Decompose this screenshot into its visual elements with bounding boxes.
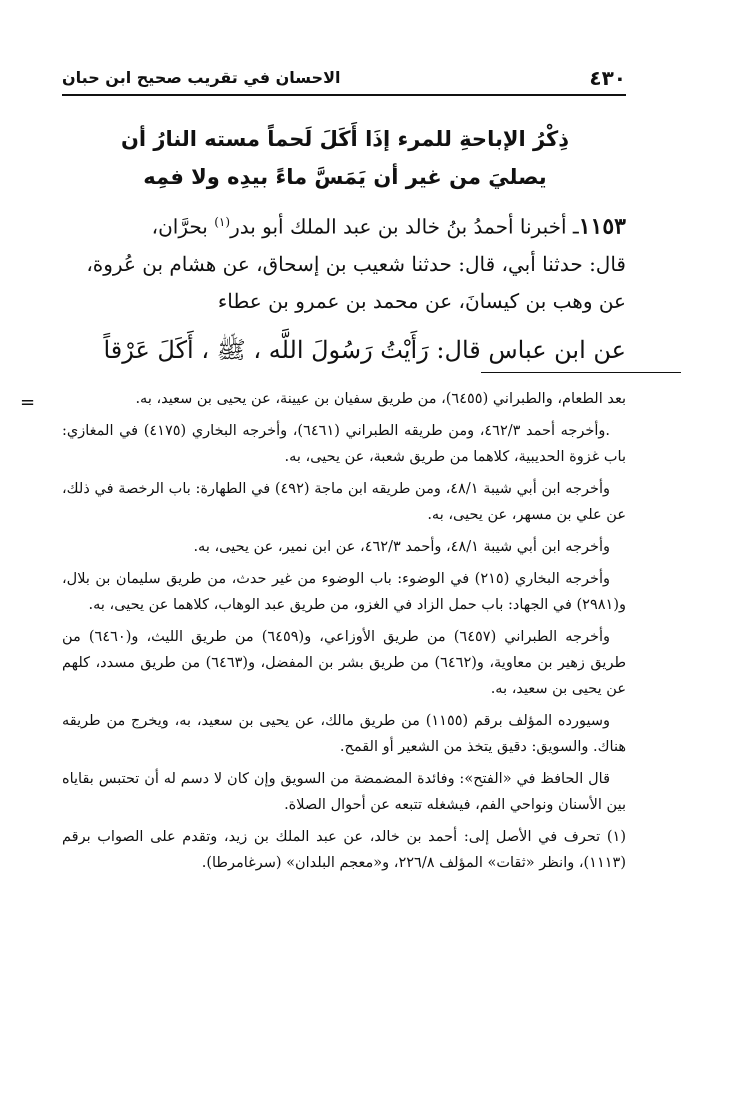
- footnote-separator: [481, 372, 681, 373]
- isnad-part-2: بحرَّان،: [151, 214, 215, 239]
- isnad-part-1: ـ أخبرنا أحمدُ بنُ خالد بن عبد الملك أبو بدر: [230, 214, 579, 239]
- running-title: الاحسان في تقريب صحيح ابن حبان: [62, 68, 341, 87]
- continuation-mark: =: [20, 392, 36, 413]
- footnote-reference: (١): [214, 215, 231, 229]
- footnote-paragraph: .وأخرجه أحمد ٤٦٢/٣، ومن طريقه الطبراني (٦٤٦١)، وأخرجه البخاري (٤١٧٥) في المغازي: باب غزوة الحديبية، كلاهما من طريق شعبة، عن يحيى، به.: [62, 423, 626, 465]
- isnad-line-2: قال: حدثنا أبي، قال: حدثنا شعيب بن إسحاق، عن هشام بن عُروة،: [86, 251, 626, 276]
- footnote-paragraph: وسيورده المؤلف برقم (١١٥٥) من طريق مالك، عن يحيى بن سعيد، به، ويخرج من طريقه هناك. والسويق: دقيق يتخذ من الشعير أو القمح.: [62, 713, 626, 755]
- isnad-line-1: [62, 204, 626, 246]
- hadith-matn: عن ابن عباس قال: رَأَيْتُ رَسُولَ اللَّه ، ﷺ ، أَكَلَ عَرْقاً: [103, 335, 626, 364]
- footnote-paragraph: وأخرجه البخاري (٢١٥) في الوضوء: باب الوضوء من غير حدث، من طريق سليمان بن بلال، و(٢٩٨١) في الجهاد: باب حمل الزاد في الغزو، من طريق عبد الوهاب، كلاهما عن يحيى، به.: [62, 571, 626, 613]
- page-number: ٤٣٠: [589, 66, 626, 90]
- chapter-heading: [80, 120, 610, 196]
- hadith-number: ١١٥٣: [578, 213, 626, 240]
- footnote-paragraph: وأخرجه ابن أبي شيبة ٤٨/١، وأحمد ٤٦٢/٣، عن ابن نمير، عن يحيى، به.: [193, 539, 610, 555]
- hadith-text: [62, 204, 626, 372]
- footnotes: [62, 386, 626, 882]
- footnote-paragraph: وأخرجه الطبراني (٦٤٥٧) من طريق الأوزاعي، و(٦٤٥٩) من طريق الليث، و(٦٤٦٠) من طريق زهير بن معاوية، و(٦٤٦٢) من طريق بشر بن المفضل، و(٦٤٦٣) من طريق مسدد، كلهم عن يحيى بن سعيد، به.: [62, 629, 626, 697]
- chapter-heading-line-2: يصليَ من غير أن يَمَسَّ ماءً بيدِه ولا فمِه: [143, 165, 547, 189]
- footnote-paragraph: بعد الطعام، والطبراني (٦٤٥٥)، من طريق سفيان بن عيينة، عن يحيى بن سعيد، به.: [135, 391, 626, 407]
- page-header: [62, 66, 626, 92]
- footnote-paragraph: وأخرجه ابن أبي شيبة ٤٨/١، ومن طريقه ابن ماجة (٤٩٢) في الطهارة: باب الرخصة في ذلك، عن علي بن مسهر، عن يحيى، به.: [62, 481, 626, 523]
- header-rule: [62, 94, 626, 96]
- footnote-paragraph: قال الحافظ في «الفتح»: وفائدة المضمضة من السويق وإن كان لا دسم له أن تحتبس بقاياه بين الأسنان ونواحي الفم، فيشغله تتبعه عن أحوال الصلاة.: [62, 771, 626, 813]
- footnote-1: (١) تحرف في الأصل إلى: أحمد بن خالد، عن عبد الملك بن زيد، وتقدم على الصواب برقم (١١١٣)، وانظر «ثقات» المؤلف ٢٢٦/٨، و«معجم البلدان» (سرغامرطا).: [62, 829, 626, 871]
- chapter-heading-line-1: ذِكْرُ الإباحةِ للمرء إذَا أَكَلَ لَحماً مسته النارُ أن: [120, 127, 570, 151]
- isnad-line-3: عن وهب بن كيسانَ، عن محمد بن عمرو بن عطاء: [217, 288, 626, 313]
